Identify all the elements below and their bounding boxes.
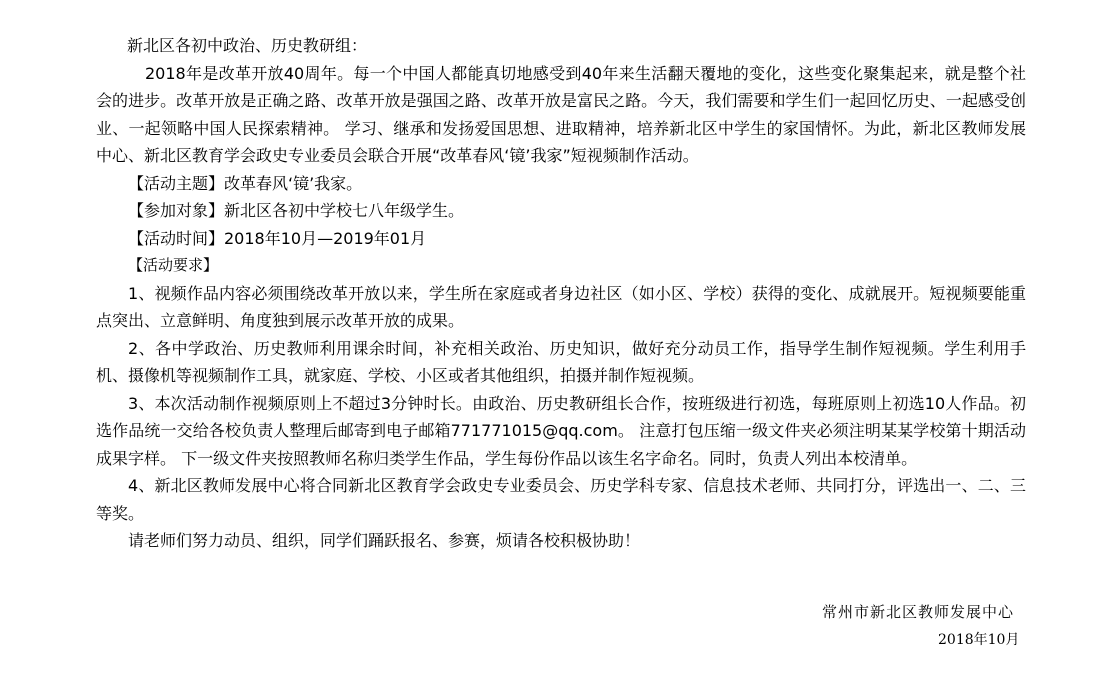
signature-organization: 常州市新北区教师发展中心 (822, 603, 1015, 621)
requirement-item-3: 3、本次活动制作视频原则上不超过3分钟时长。由政治、历史教研组长合作，按班级进行初选，每班原则上初选10人作品。初选作品统一交给各校负责人整理后邮寄到电子邮箱771771015@qq.com。 注意打包压缩一级文件夹必须注明某某学校第十期活动成果字样。 下一级文件夹按照教师名称归类学生作品，学生每份作品以该生名字命名。同时，负责人列出本校清单。 (96, 393, 1026, 468)
activity-participants: 【参加对象】新北区各初中学校七八年级学生。 (128, 201, 465, 220)
closing-line: 请老师们努力动员、组织，同学们踊跃报名、参赛，烦请各校积极协助！ (128, 531, 641, 550)
activity-theme: 【活动主题】改革春风‘镜’我家。 (128, 173, 363, 193)
requirement-item-2: 2、各中学政治、历史教师利用课余时间，补充相关政治、历史知识，做好充分动员工作，指导学生制作短视频。学生利用手机、摄像机等视频制作工具，就家庭、学校、小区或者其他组织，拍摄并制作短视频。 (96, 338, 1026, 385)
intro-paragraph: 2018年是改革开放40周年。每一个中国人都能真切地感受到40年来生活翻天覆地的变化，这些变化聚集起来，就是整个社会的进步。改革开放是正确之路、改革开放是强国之路、改革开放是富民之路。今天，我们需要和学生们一起回忆历史、一起感受创业、一起领略中国人民探索精神。 学习、继承和发扬爱国思想、进取精神，培养新北区中学生的家国情怀。为此，新北区教师发展中心、新北区教育学会政史专业委员会联合开展“改革春风‘镜’我家”短视频制作活动。 (96, 63, 1026, 165)
requirement-item-4: 4、新北区教师发展中心将合同新北区教育学会政史专业委员会、历史学科专家、信息技术老师、共同打分，评选出一、二、三等奖。 (96, 476, 1026, 523)
notice-document (96, 32, 1026, 555)
requirement-item-1: 1、视频作品内容必须围绕改革开放以来，学生所在家庭或者身边社区（如小区、学校）获得的变化、成就展开。短视频要能重点突出、立意鲜明、角度独到展示改革开放的成果。 (96, 283, 1026, 330)
requirements-heading: 【活动要求】 (128, 256, 219, 274)
activity-time: 【活动时间】2018年10月—2019年01月 (128, 228, 427, 248)
signature-date: 2018年10月 (938, 632, 1020, 648)
greeting-line: 新北区各初中政治、历史教研组： (127, 36, 368, 55)
